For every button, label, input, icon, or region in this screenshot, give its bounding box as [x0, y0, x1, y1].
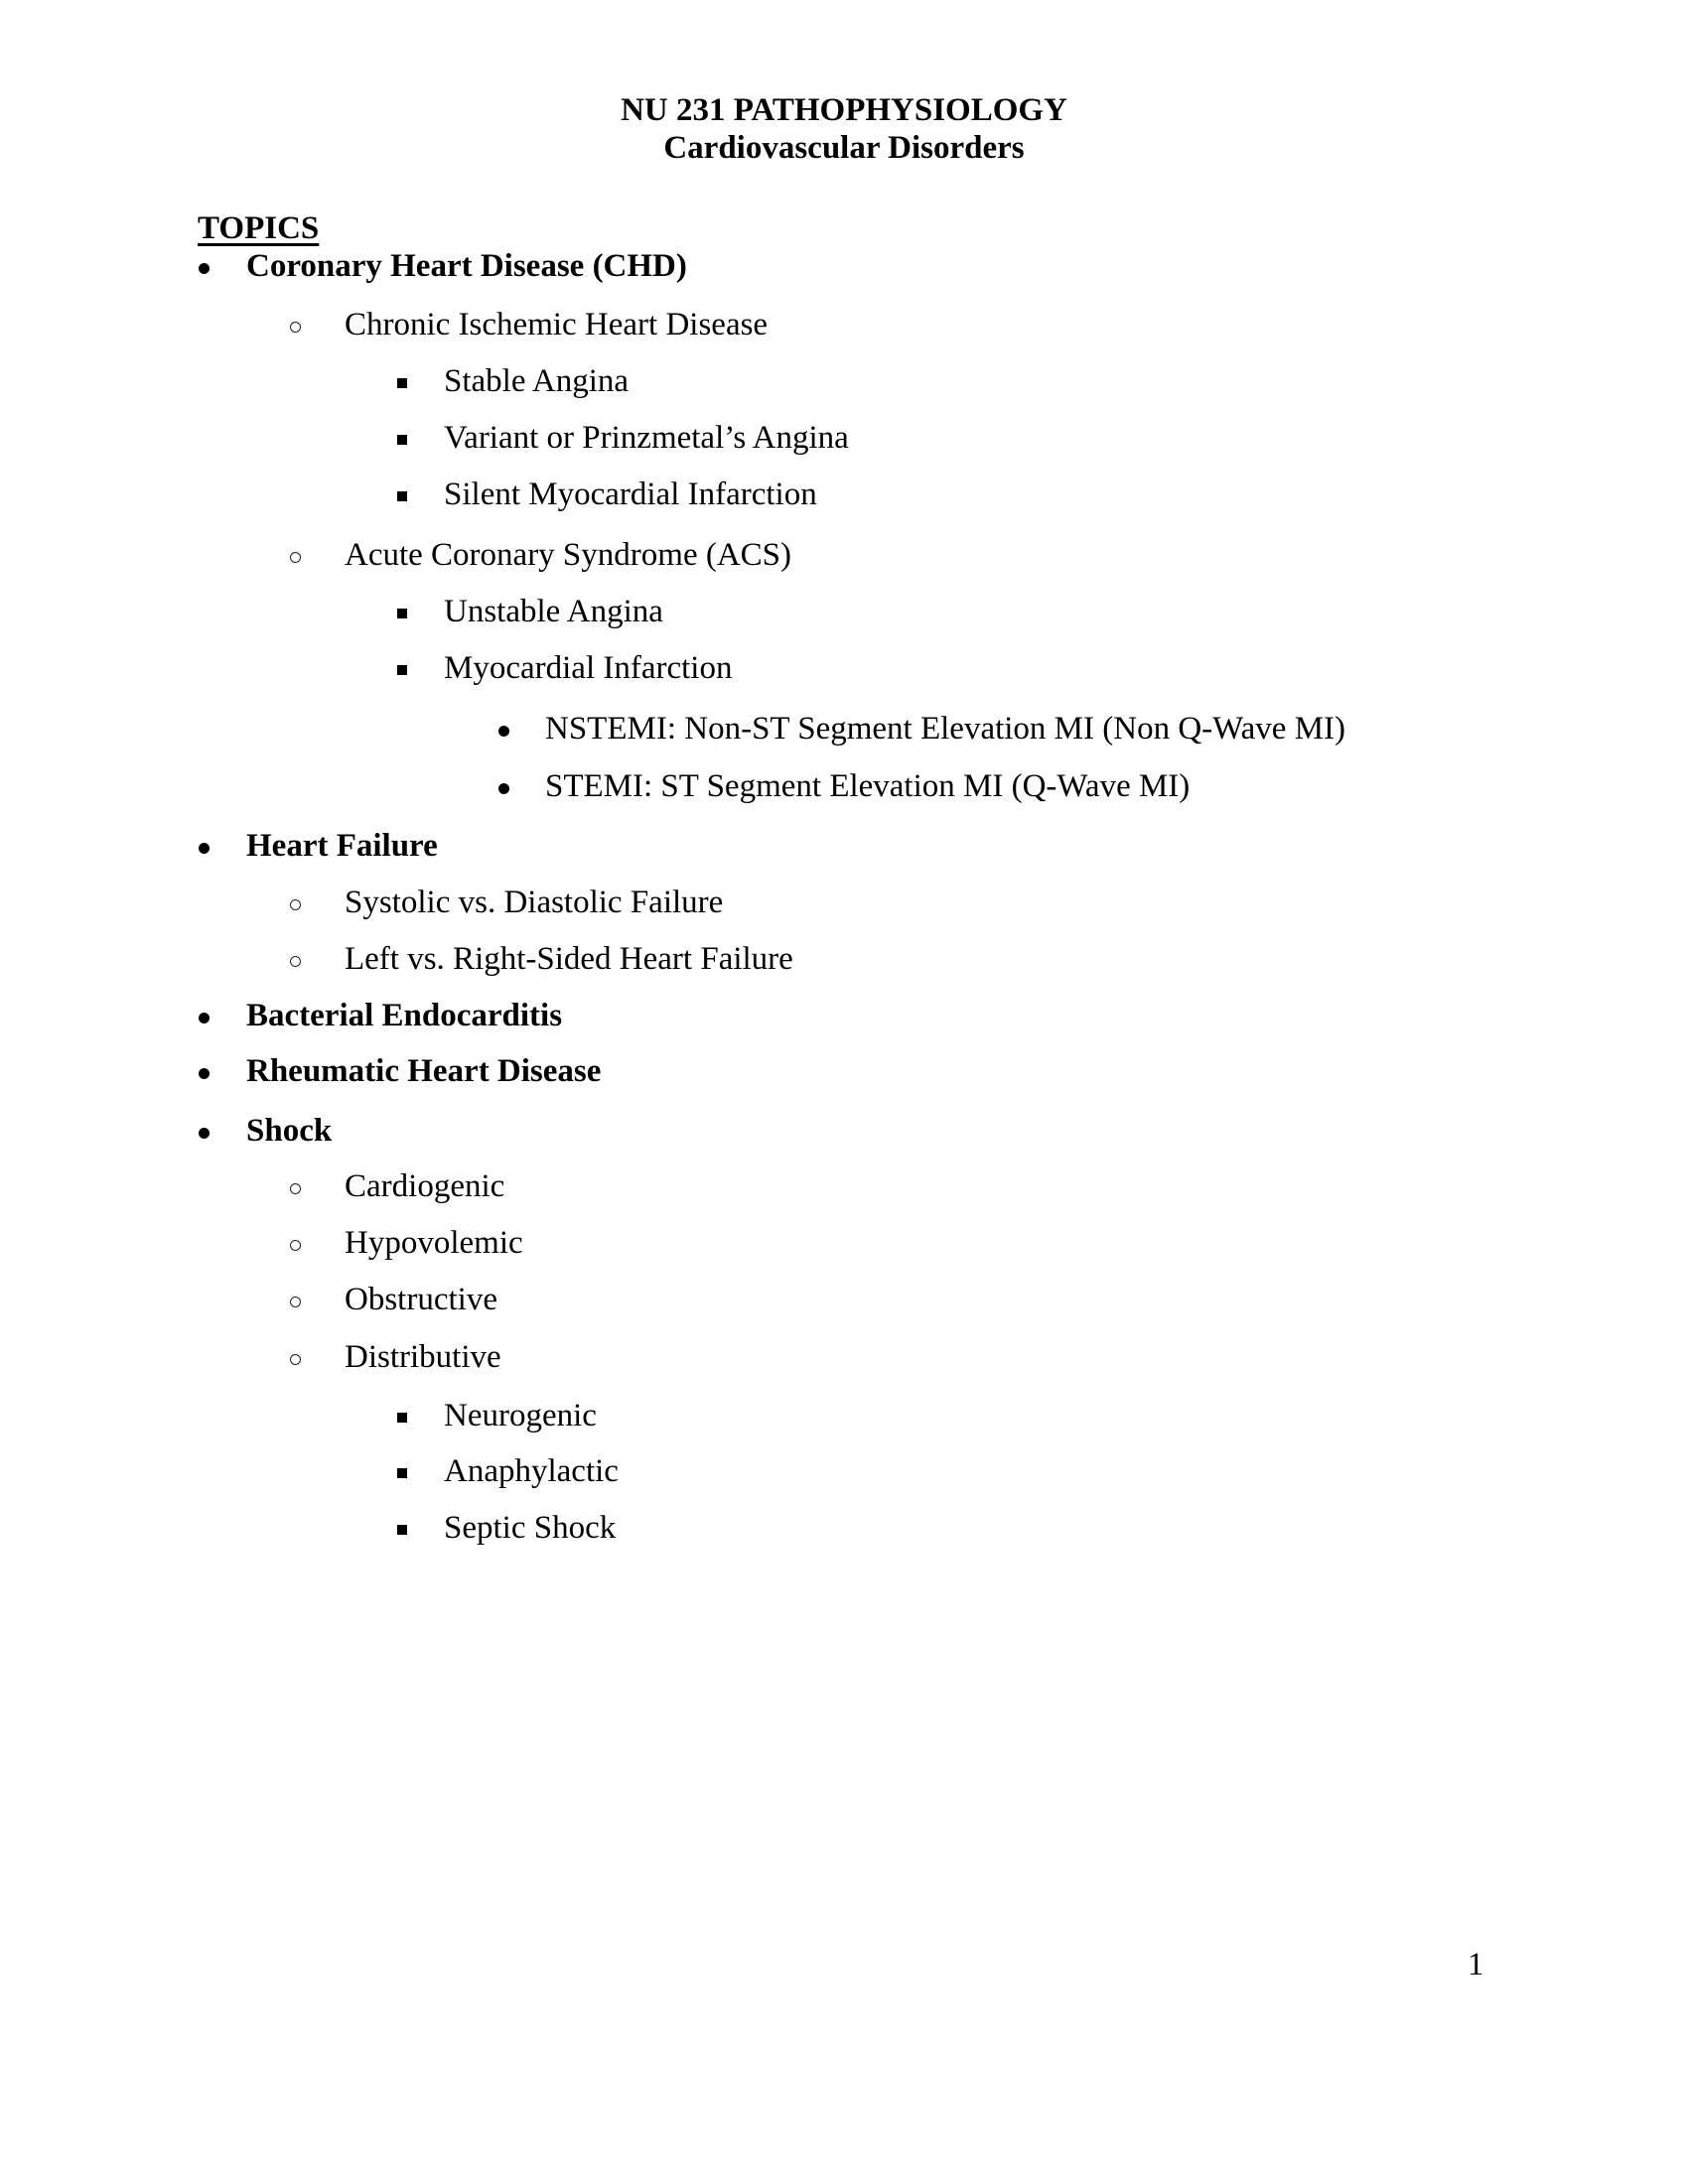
section-heading-topics: TOPICS	[198, 210, 320, 246]
bullet-square-icon	[397, 435, 407, 445]
bullet-disc-icon	[199, 843, 210, 854]
outline-item-text: Bacterial Endocarditis	[246, 998, 563, 1033]
outline-item-text: Neurogenic	[444, 1398, 597, 1433]
outline-item-text: Coronary Heart Disease (CHD)	[246, 248, 687, 284]
bullet-square-icon	[397, 665, 407, 675]
outline-item-text: Left vs. Right-Sided Heart Failure	[345, 941, 793, 977]
bullet-circle-icon	[290, 1240, 301, 1251]
outline-item-text: Systolic vs. Diastolic Failure	[345, 885, 724, 920]
bullet-circle-icon	[290, 899, 301, 910]
outline-item-text: Shock	[246, 1113, 333, 1149]
bullet-square-icon	[397, 609, 407, 618]
outline-item-text: Chronic Ischemic Heart Disease	[345, 307, 769, 342]
outline-item-text: Unstable Angina	[444, 594, 663, 629]
outline-item-text: Cardiogenic	[345, 1168, 505, 1204]
outline-item-text: Acute Coronary Syndrome (ACS)	[345, 537, 792, 573]
bullet-square-icon	[397, 1525, 407, 1535]
course-title: NU 231 PATHOPHYSIOLOGY	[621, 92, 1067, 128]
bullet-square-icon	[397, 491, 407, 501]
bullet-square-icon	[397, 1413, 407, 1423]
bullet-disc-icon	[199, 1013, 210, 1024]
outline-item-text: NSTEMI: Non-ST Segment Elevation MI (Non Q-Wave MI)	[545, 711, 1346, 747]
bullet-square-icon	[397, 378, 407, 388]
outline-item-text: Variant or Prinzmetal’s Angina	[444, 420, 849, 456]
outline-item-text: Heart Failure	[246, 828, 438, 864]
outline-item-text: Silent Myocardial Infarction	[444, 477, 817, 512]
bullet-disc-icon	[498, 783, 509, 794]
bullet-circle-icon	[290, 322, 301, 333]
outline-item-text: Stable Angina	[444, 363, 630, 399]
outline-item-text: Rheumatic Heart Disease	[246, 1053, 602, 1089]
bullet-square-icon	[397, 1468, 407, 1478]
bullet-disc-icon	[498, 726, 509, 737]
bullet-circle-icon	[290, 956, 301, 967]
outline-item-text: Hypovolemic	[345, 1225, 523, 1261]
outline-item-text: Anaphylactic	[444, 1453, 619, 1489]
bullet-disc-icon	[199, 263, 210, 274]
outline-item-text: Obstructive	[345, 1282, 497, 1317]
document-subtitle: Cardiovascular Disorders	[663, 130, 1025, 166]
page-number: 1	[1468, 1947, 1484, 1982]
bullet-circle-icon	[290, 1183, 301, 1194]
outline-item-text: Distributive	[345, 1339, 501, 1375]
bullet-circle-icon	[290, 1354, 301, 1365]
bullet-circle-icon	[290, 1297, 301, 1307]
bullet-circle-icon	[290, 552, 301, 563]
outline-item-text: STEMI: ST Segment Elevation MI (Q-Wave MI)	[545, 768, 1191, 804]
outline-item-text: Myocardial Infarction	[444, 650, 733, 686]
bullet-disc-icon	[199, 1128, 210, 1139]
outline-item-text: Septic Shock	[444, 1510, 617, 1546]
bullet-disc-icon	[199, 1068, 210, 1079]
